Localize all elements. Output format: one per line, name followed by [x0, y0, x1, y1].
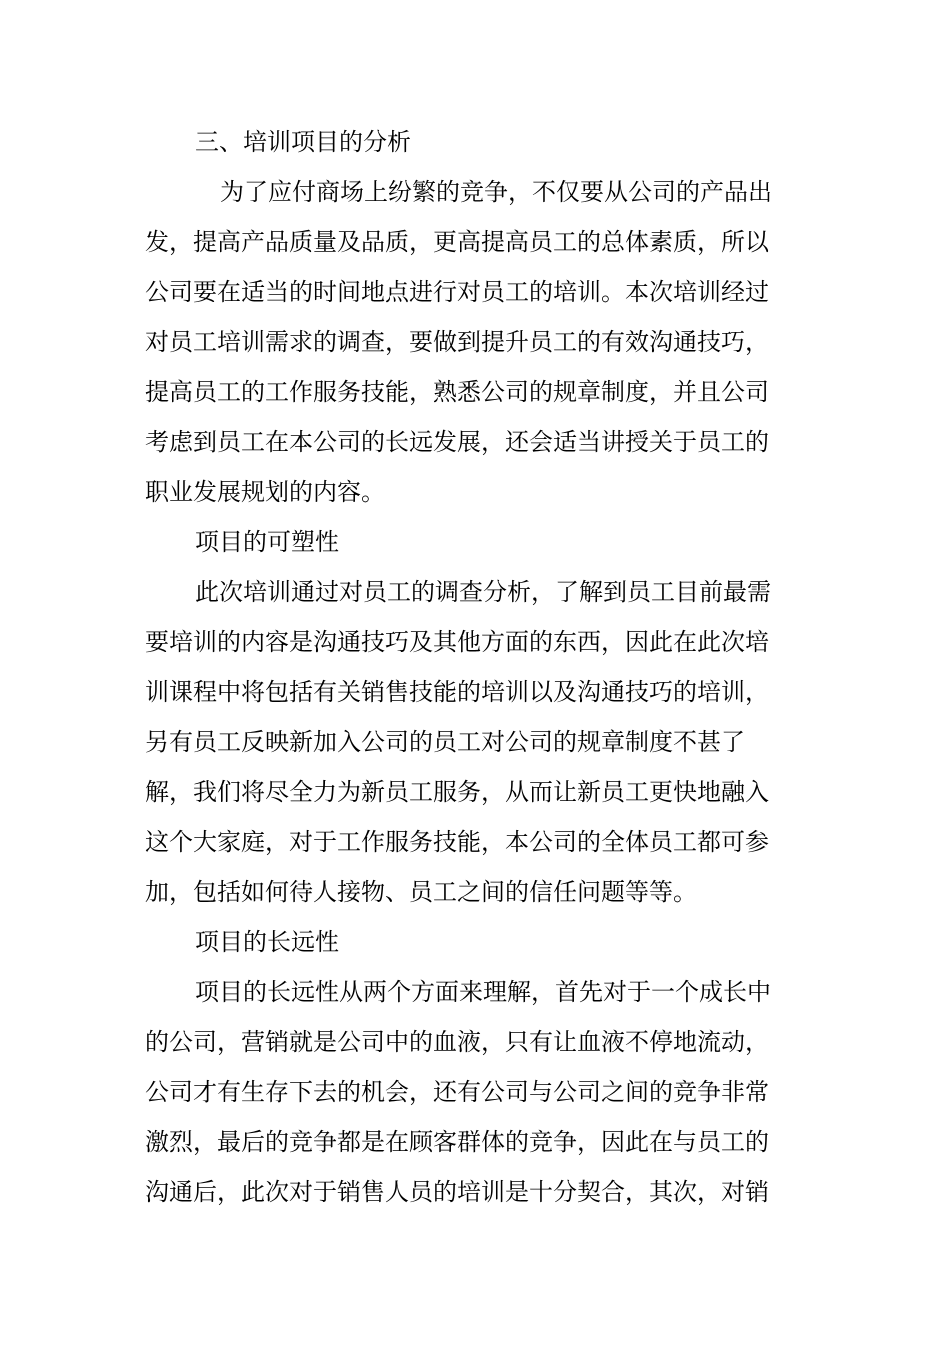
paragraph-line: 加，包括如何待人接物、员工之间的信任问题等等。 — [145, 878, 697, 906]
paragraph-line: 职业发展规划的内容。 — [145, 478, 385, 506]
paragraph-line: 另有员工反映新加入公司的员工对公司的规章制度不甚了 — [145, 728, 745, 756]
paragraph-line: 发，提高产品质量及品质，更高提高员工的总体素质，所以 — [145, 228, 769, 256]
paragraph-line: 的公司，营销就是公司中的血液，只有让血液不停地流动， — [145, 1028, 769, 1056]
paragraph-line: 公司要在适当的时间地点进行对员工的培训。本次培训经过 — [145, 278, 769, 306]
paragraph-line: 要培训的内容是沟通技巧及其他方面的东西，因此在此次培 — [145, 628, 769, 656]
paragraph-line: 训课程中将包括有关销售技能的培训以及沟通技巧的培训， — [145, 678, 769, 706]
paragraph-line: 对员工培训需求的调查，要做到提升员工的有效沟通技巧， — [145, 328, 769, 356]
paragraph-line: 沟通后，此次对于销售人员的培训是十分契合，其次，对销 — [145, 1178, 769, 1206]
paragraph-line: 激烈，最后的竞争都是在顾客群体的竞争，因此在与员工的 — [145, 1128, 769, 1156]
section-heading: 三、培训项目的分析 — [195, 128, 411, 156]
paragraph-line: 此次培训通过对员工的调查分析，了解到员工目前最需 — [195, 578, 771, 606]
paragraph-line: 公司才有生存下去的机会，还有公司与公司之间的竞争非常 — [145, 1078, 769, 1106]
paragraph-line: 为了应付商场上纷繁的竞争，不仅要从公司的产品出 — [220, 178, 772, 206]
subheading: 项目的可塑性 — [195, 528, 339, 556]
subheading: 项目的长远性 — [195, 928, 339, 956]
paragraph-line: 解，我们将尽全力为新员工服务，从而让新员工更快地融入 — [145, 778, 769, 806]
paragraph-line: 项目的长远性从两个方面来理解，首先对于一个成长中 — [195, 978, 771, 1006]
paragraph-line: 考虑到员工在本公司的长远发展，还会适当讲授关于员工的 — [145, 428, 769, 456]
paragraph-line: 这个大家庭，对于工作服务技能，本公司的全体员工都可参 — [145, 828, 769, 856]
paragraph-line: 提高员工的工作服务技能，熟悉公司的规章制度，并且公司 — [145, 378, 769, 406]
